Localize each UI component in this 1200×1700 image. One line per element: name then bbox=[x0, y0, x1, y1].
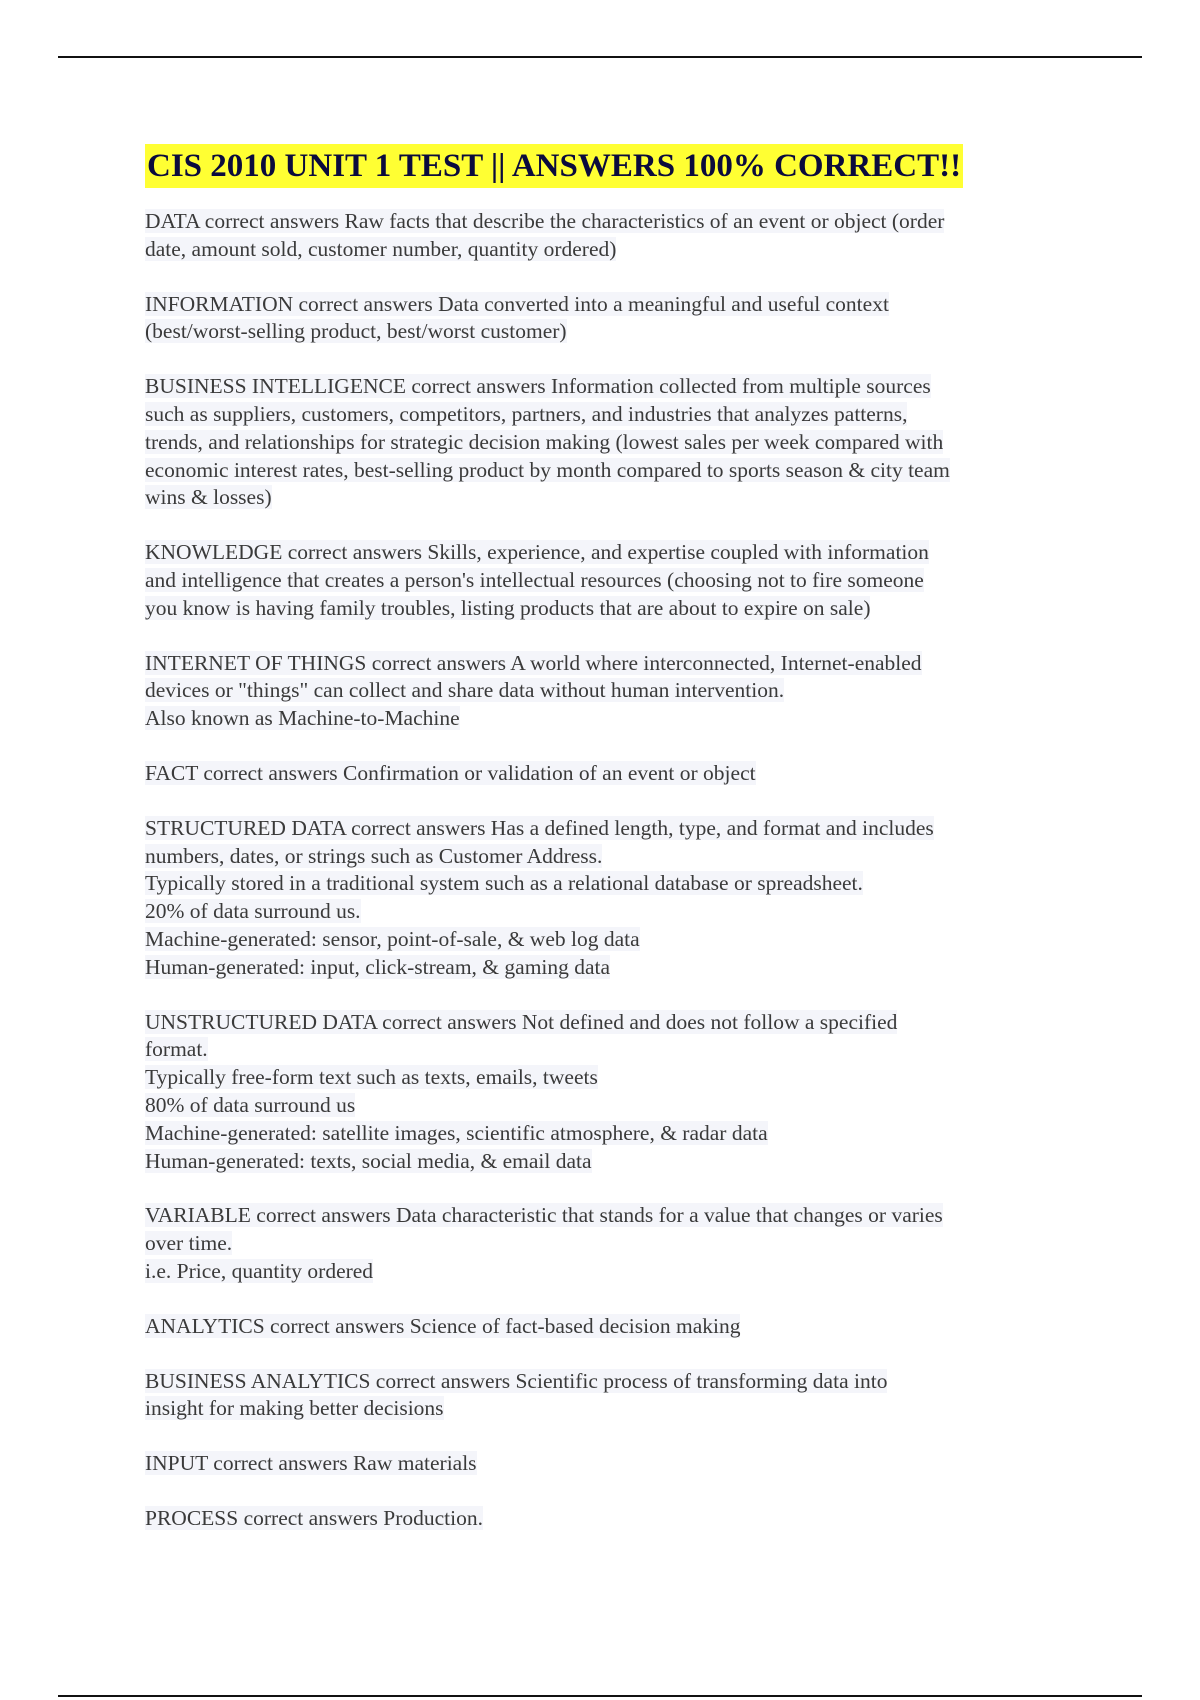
qa-entry-line bbox=[145, 236, 1065, 264]
qa-entry bbox=[145, 815, 1065, 982]
qa-entry-line-text: INPUT correct answers Raw materials bbox=[145, 1451, 477, 1476]
qa-entry-line-text: UNSTRUCTURED DATA correct answers Not defined and does not follow a specified bbox=[145, 1009, 898, 1034]
qa-entry-line bbox=[145, 705, 1065, 733]
qa-entry-line-text: BUSINESS ANALYTICS correct answers Scientific process of transforming data into bbox=[145, 1368, 888, 1393]
qa-entry-line bbox=[145, 1120, 1065, 1148]
qa-entry bbox=[145, 539, 1065, 622]
document-title: CIS 2010 UNIT 1 TEST || ANSWERS 100% CORRECT!! bbox=[145, 144, 963, 188]
qa-entry-line bbox=[145, 898, 1065, 926]
qa-entry-line bbox=[145, 760, 1065, 788]
qa-entry-line bbox=[145, 484, 1065, 512]
qa-entry-line-text: you know is having family troubles, listing products that are about to expire on sale) bbox=[145, 595, 871, 620]
qa-entry-line-text: trends, and relationships for strategic decision making (lowest sales per week compared with bbox=[145, 429, 944, 454]
qa-entry-line-text: Human-generated: input, click-stream, & gaming data bbox=[145, 954, 611, 979]
qa-entry-line bbox=[145, 539, 1065, 567]
qa-entry-line bbox=[145, 1230, 1065, 1258]
qa-entry-line-text: VARIABLE correct answers Data characteristic that stands for a value that changes or varies bbox=[145, 1203, 943, 1228]
qa-entry-line-text: Typically stored in a traditional system such as a relational database or spreadsheet. bbox=[145, 871, 863, 896]
qa-entry-line-text: insight for making better decisions bbox=[145, 1396, 444, 1421]
qa-entry-line bbox=[145, 926, 1065, 954]
qa-entry-line-text: and intelligence that creates a person's intellectual resources (choosing not to fire someone bbox=[145, 567, 924, 592]
qa-entry bbox=[145, 1313, 1065, 1341]
qa-entry-line-text: 20% of data surround us. bbox=[145, 899, 361, 924]
qa-entry-line bbox=[145, 1313, 1065, 1341]
qa-entry-line-text: BUSINESS INTELLIGENCE correct answers Information collected from multiple sources bbox=[145, 374, 931, 399]
qa-entry-line-text: 80% of data surround us bbox=[145, 1092, 356, 1117]
qa-entry-line bbox=[145, 1009, 1065, 1037]
qa-entry-line-text: INFORMATION correct answers Data converted into a meaningful and useful context bbox=[145, 291, 889, 316]
qa-entry-line bbox=[145, 1395, 1065, 1423]
qa-entries bbox=[145, 208, 1065, 1533]
qa-entry-line bbox=[145, 208, 1065, 236]
qa-entry bbox=[145, 1505, 1065, 1533]
qa-entry-line bbox=[145, 291, 1065, 319]
qa-entry bbox=[145, 650, 1065, 733]
qa-entry-line bbox=[145, 595, 1065, 623]
qa-entry bbox=[145, 1202, 1065, 1285]
qa-entry-line-text: over time. bbox=[145, 1231, 233, 1256]
qa-entry-line-text: such as suppliers, customers, competitors, partners, and industries that analyzes patterns, bbox=[145, 401, 908, 426]
document-body bbox=[145, 144, 1065, 1560]
qa-entry-line bbox=[145, 318, 1065, 346]
qa-entry-line-text: Human-generated: texts, social media, & email data bbox=[145, 1148, 592, 1173]
footer-rule bbox=[58, 1695, 1142, 1697]
qa-entry-line-text: date, amount sold, customer number, quantity ordered) bbox=[145, 236, 617, 261]
qa-entry-line-text: STRUCTURED DATA correct answers Has a defined length, type, and format and includes bbox=[145, 815, 934, 840]
qa-entry-line bbox=[145, 1202, 1065, 1230]
qa-entry-line-text: i.e. Price, quantity ordered bbox=[145, 1258, 374, 1283]
qa-entry-line bbox=[145, 870, 1065, 898]
qa-entry-line-text: ANALYTICS correct answers Science of fact-based decision making bbox=[145, 1313, 741, 1338]
qa-entry-line-text: FACT correct answers Confirmation or validation of an event or object bbox=[145, 760, 756, 785]
qa-entry-line bbox=[145, 457, 1065, 485]
header-rule bbox=[58, 56, 1142, 58]
qa-entry-line-text: format. bbox=[145, 1037, 208, 1062]
qa-entry-line-text: wins & losses) bbox=[145, 485, 272, 510]
qa-entry-line bbox=[145, 1258, 1065, 1286]
qa-entry-line-text: Typically free-form text such as texts, emails, tweets bbox=[145, 1065, 598, 1090]
qa-entry-line bbox=[145, 815, 1065, 843]
qa-entry-line-text: devices or "things" can collect and share data without human intervention. bbox=[145, 678, 785, 703]
qa-entry-line-text: economic interest rates, best-selling product by month compared to sports season & city team bbox=[145, 457, 950, 482]
qa-entry-line bbox=[145, 1368, 1065, 1396]
qa-entry-line-text: KNOWLEDGE correct answers Skills, experience, and expertise coupled with information bbox=[145, 540, 929, 565]
qa-entry-line-text: Also known as Machine-to-Machine bbox=[145, 706, 460, 731]
qa-entry-line-text: INTERNET OF THINGS correct answers A world where interconnected, Internet-enabled bbox=[145, 650, 922, 675]
qa-entry bbox=[145, 373, 1065, 512]
qa-entry bbox=[145, 291, 1065, 347]
qa-entry-line bbox=[145, 1064, 1065, 1092]
qa-entry-line-text: Machine-generated: sensor, point-of-sale, & web log data bbox=[145, 926, 640, 951]
qa-entry-line bbox=[145, 1450, 1065, 1478]
qa-entry bbox=[145, 760, 1065, 788]
qa-entry-line bbox=[145, 1036, 1065, 1064]
qa-entry-line-text: (best/worst-selling product, best/worst customer) bbox=[145, 319, 567, 344]
qa-entry-line bbox=[145, 401, 1065, 429]
qa-entry-line bbox=[145, 650, 1065, 678]
qa-entry-line bbox=[145, 429, 1065, 457]
qa-entry-line bbox=[145, 567, 1065, 595]
qa-entry-line-text: PROCESS correct answers Production. bbox=[145, 1505, 483, 1530]
qa-entry-line bbox=[145, 843, 1065, 871]
qa-entry-line bbox=[145, 1148, 1065, 1176]
qa-entry bbox=[145, 1009, 1065, 1176]
qa-entry-line bbox=[145, 677, 1065, 705]
qa-entry-line bbox=[145, 373, 1065, 401]
qa-entry-line bbox=[145, 1092, 1065, 1120]
qa-entry-line-text: numbers, dates, or strings such as Customer Address. bbox=[145, 843, 603, 868]
qa-entry bbox=[145, 208, 1065, 264]
qa-entry-line bbox=[145, 1505, 1065, 1533]
qa-entry-line-text: Machine-generated: satellite images, scientific atmosphere, & radar data bbox=[145, 1120, 768, 1145]
qa-entry bbox=[145, 1368, 1065, 1424]
qa-entry-line bbox=[145, 954, 1065, 982]
qa-entry-line-text: DATA correct answers Raw facts that describe the characteristics of an event or object (order bbox=[145, 209, 945, 233]
qa-entry bbox=[145, 1450, 1065, 1478]
